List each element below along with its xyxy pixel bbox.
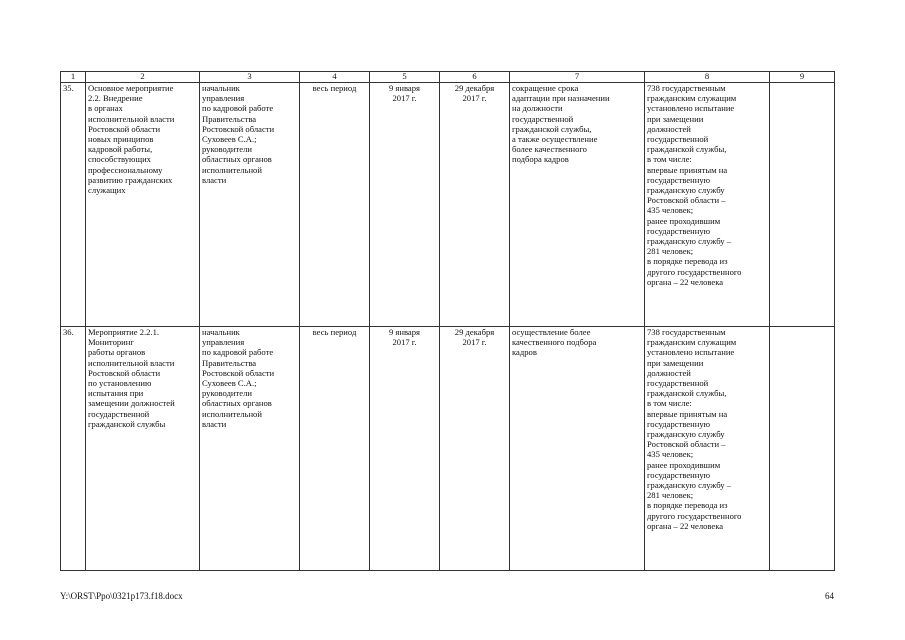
column-number-row: [61, 72, 835, 83]
note-cell: [770, 327, 835, 571]
implementation-period: весь период: [300, 83, 370, 327]
report-table: [60, 71, 835, 571]
end-date: 29 декабря 2017 г.: [440, 327, 510, 571]
activity-name: Основное мероприятие 2.2. Внедрение в органах исполнительной власти Ростовской области новых принципов кадровой работы, способствующих профессиональному развитию гражданских служащих: [86, 83, 200, 327]
column-number: 9: [770, 72, 835, 83]
end-date: 29 декабря 2017 г.: [440, 83, 510, 327]
column-number: 3: [200, 72, 300, 83]
column-number: 7: [510, 72, 645, 83]
column-number: 8: [645, 72, 770, 83]
column-number: 6: [440, 72, 510, 83]
implementation-period: весь период: [300, 327, 370, 571]
actual-result: 738 государственным гражданским служащим установлено испытание при замещении должностей государственной гражданской службы, в том числе: впервые принятым на государственную гражданскую службу Ростовской области – 435 человек; ранее проходившим государственную гражданскую службу – 281 человек; в порядке перевода из другого государственного органа – 22 человека: [645, 83, 770, 327]
column-number: 1: [61, 72, 86, 83]
start-date: 9 января 2017 г.: [370, 327, 440, 571]
table-row: [61, 83, 835, 327]
table-row: [61, 327, 835, 571]
note-cell: [770, 83, 835, 327]
activity-name: Мероприятие 2.2.1. Мониторинг работы органов исполнительной власти Ростовской области по установлению испытания при замещении должностей государственной гражданской службы: [86, 327, 200, 571]
row-number: 36.: [61, 327, 86, 571]
column-number: 5: [370, 72, 440, 83]
page-number: 64: [825, 591, 834, 601]
start-date: 9 января 2017 г.: [370, 83, 440, 327]
expected-result: осуществление более качественного подбора кадров: [510, 327, 645, 571]
responsible-executor: начальник управления по кадровой работе Правительства Ростовской области Суховеев С.А.; руководители областных органов исполнительной власти: [200, 83, 300, 327]
expected-result: сокращение срока адаптации при назначении на должности государственной гражданской службы, а также осуществление более качественного подбора кадров: [510, 83, 645, 327]
column-number: 4: [300, 72, 370, 83]
actual-result: 738 государственным гражданским служащим установлено испытание при замещении должностей государственной гражданской службы, в том числе: впервые принятым на государственную гражданскую службу Ростовской области – 435 человек; ранее проходившим государственную гражданскую службу – 281 человек; в порядке перевода из другого государственного органа – 22 человека: [645, 327, 770, 571]
column-number: 2: [86, 72, 200, 83]
responsible-executor: начальник управления по кадровой работе Правительства Ростовской области Суховеев С.А.; руководители областных органов исполнительной власти: [200, 327, 300, 571]
file-path: Y:\ORST\Ppo\0321p173.f18.docx: [60, 591, 183, 601]
row-number: 35.: [61, 83, 86, 327]
